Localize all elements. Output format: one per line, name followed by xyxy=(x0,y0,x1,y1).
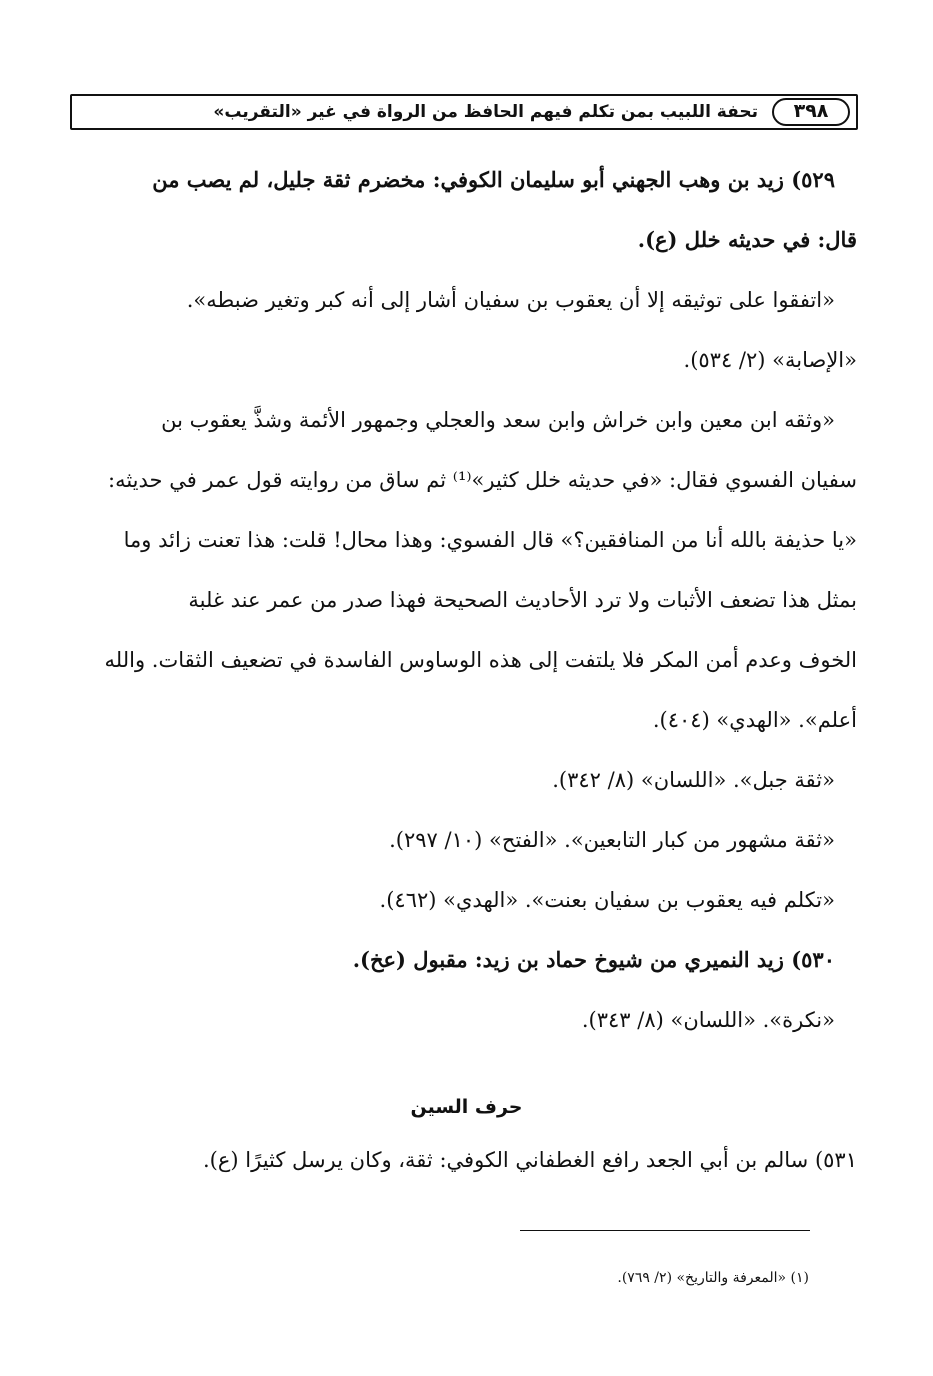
entry-531: ٥٣١) سالم بن أبي الجعد رافع الغطفاني الكوفي: ثقة، وكان يرسل كثيرًا (ع). xyxy=(203,1148,857,1172)
text-line: الخوف وعدم أمن المكر فلا يلتفت إلى هذه الوساوس الفاسدة في تضعيف الثقات. والله xyxy=(104,648,857,672)
section-heading: حرف السين xyxy=(410,1096,523,1118)
text-line: «الإصابة» (٢/ ٥٣٤). xyxy=(683,348,857,372)
text-line: «نكرة». «اللسان» (٨/ ٣٤٣). xyxy=(581,1008,835,1032)
text-line: «اتفقوا على توثيقه إلا أن يعقوب بن سفيان أشار إلى أنه كبر وتغير ضبطه». xyxy=(186,288,835,312)
text-line: «يا حذيفة بالله أنا من المنافقين؟» قال الفسوي: وهذا محال! قلت: هذا تعنت زائد وما xyxy=(123,528,857,552)
footnote-divider xyxy=(520,1230,810,1231)
footnote: (١) «المعرفة والتاريخ» (٢/ ٧٦٩). xyxy=(617,1270,809,1286)
text-line: «وثقه ابن معين وابن خراش وابن سعد والعجلي وجمهور الأئمة وشذَّ يعقوب بن xyxy=(161,408,835,432)
text-line: ٥٣٠) زيد النميري من شيوخ حماد بن زيد: مقبول (عخ). xyxy=(352,947,835,972)
page-header xyxy=(70,94,858,130)
text-line: قال: في حديثه خلل (ع). xyxy=(637,227,857,252)
text-line: «تكلم فيه يعقوب بن سفيان بعنت». «الهدي» (٤٦٢). xyxy=(379,888,835,912)
running-title: تحفة اللبيب بمن تكلم فيهم الحافظ من الرواة في غير «التقريب» xyxy=(213,102,758,122)
page-number: ٣٩٨ xyxy=(772,98,850,126)
main-text xyxy=(62,150,857,1050)
text-line: سفيان الفسوي فقال: «في حديثه خلل كثير»⁽¹⁾ ثم ساق من روايته قول عمر في حديثه: xyxy=(108,468,857,492)
text-line: «ثقة مشهور من كبار التابعين». «الفتح» (١٠/ ٢٩٧). xyxy=(389,828,835,852)
text-line: بمثل هذا تضعف الأثبات ولا ترد الأحاديث الصحيحة فهذا صدر من عمر عند غلبة xyxy=(188,588,857,612)
text-line: أعلم». «الهدي» (٤٠٤). xyxy=(652,708,857,732)
text-line: ٥٢٩) زيد بن وهب الجهني أبو سليمان الكوفي: مخضرم ثقة جليل، لم يصب من xyxy=(152,167,835,192)
text-line: «ثقة جبل». «اللسان» (٨/ ٣٤٢). xyxy=(552,768,835,792)
